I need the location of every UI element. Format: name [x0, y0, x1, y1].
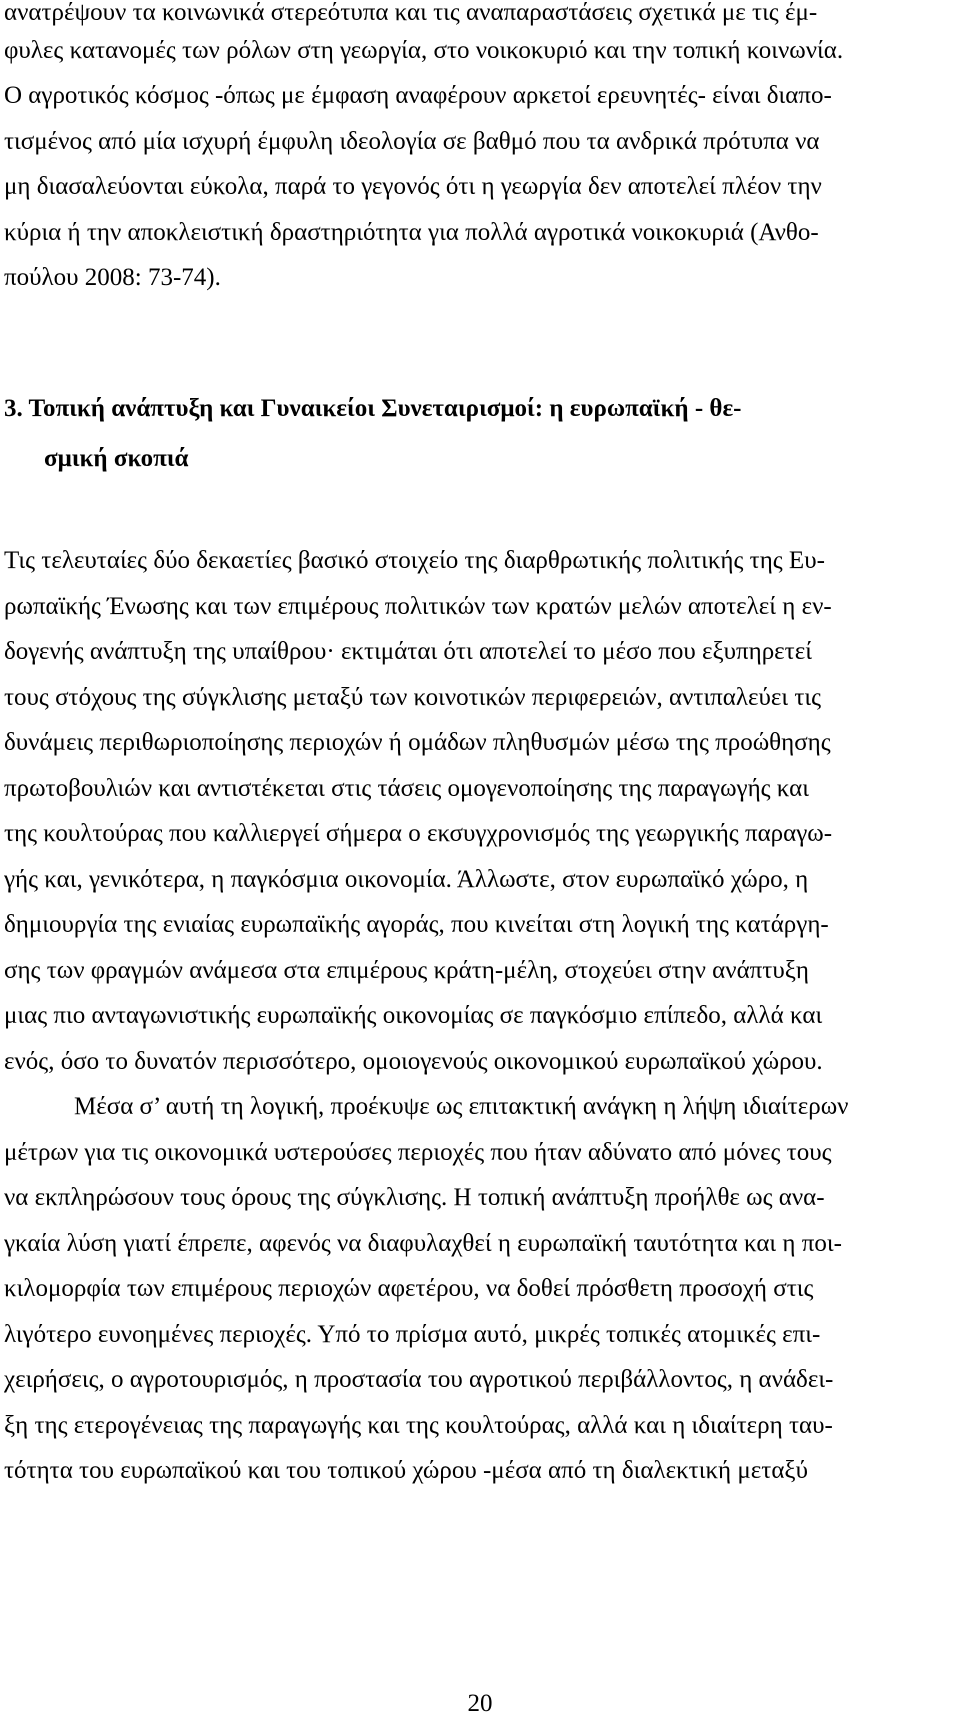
- paragraph-top-line: φυλες κατανομές των ρόλων στη γεωργία, στο νοικοκυριό και την τοπική κοινωνία.: [4, 37, 844, 64]
- paragraph-1-line: δημιουργία της ενιαίας ευρωπαϊκής αγοράς, που κινείται στη λογική της κατάργη-: [4, 911, 829, 938]
- paragraph-top-line: ανατρέψουν τα κοινωνικά στερεότυπα και τις αναπαραστάσεις σχετικά με τις έμ-: [4, 0, 818, 26]
- paragraph-top-line: κύρια ή την αποκλειστική δραστηριότητα για πολλά αγροτικά νοικοκυριά (Ανθο-: [4, 219, 819, 246]
- paragraph-1-line: ενός, όσο το δυνατόν περισσότερο, ομοιογενούς οικονομικού ευρωπαϊκού χώρου.: [4, 1048, 823, 1075]
- paragraph-2-line: Μέσα σ’ αυτή τη λογική, προέκυψε ως επιτακτική ανάγκη η λήψη ιδιαίτερων: [74, 1093, 849, 1120]
- paragraph-2-line: τότητα του ευρωπαϊκού και του τοπικού χώρου -μέσα από τη διαλεκτική μεταξύ: [4, 1457, 808, 1484]
- paragraph-1-line: δογενής ανάπτυξη της υπαίθρου· εκτιμάται ότι αποτελεί το μέσο που εξυπηρετεί: [4, 638, 812, 665]
- paragraph-2-line: ξη της ετερογένειας της παραγωγής και της κουλτούρας, αλλά και η ιδιαίτερη ταυ-: [4, 1412, 833, 1439]
- paragraph-2-line: λιγότερο ευνοημένες περιοχές. Υπό το πρίσμα αυτό, μικρές τοπικές ατομικές επι-: [4, 1321, 821, 1348]
- paragraph-1-line: Τις τελευταίες δύο δεκαετίες βασικό στοιχείο της διαρθρωτικής πολιτικής της Ευ-: [4, 547, 825, 574]
- paragraph-1-line: δυνάμεις περιθωριοποίησης περιοχών ή ομάδων πληθυσμών μέσω της προώθησης: [4, 729, 831, 756]
- paragraph-2-line: κιλομορφία των επιμέρους περιοχών αφετέρου, να δοθεί πρόσθετη προσοχή στις: [4, 1275, 814, 1302]
- paragraph-top-line: μη διασαλεύονται εύκολα, παρά το γεγονός ότι η γεωργία δεν αποτελεί πλέον την: [4, 173, 822, 200]
- paragraph-top-line: πούλου 2008: 73-74).: [4, 264, 221, 291]
- paragraph-1-line: τους στόχους της σύγκλισης μεταξύ των κοινοτικών περιφερειών, αντιπαλεύει τις: [4, 684, 822, 711]
- paragraph-2-line: μέτρων για τις οικονομικά υστερούσες περιοχές που ήταν αδύνατο από μόνες τους: [4, 1139, 832, 1166]
- page-number: 20: [467, 1690, 493, 1717]
- paragraph-top-line: τισμένος από μία ισχυρή έμφυλη ιδεολογία σε βαθμό που τα ανδρικά πρότυπα να: [4, 128, 820, 155]
- paragraph-2-line: χειρήσεις, ο αγροτουρισμός, η προστασία του αγροτικού περιβάλλοντος, η ανάδει-: [4, 1366, 834, 1393]
- paragraph-1-line: μιας πιο ανταγωνιστικής ευρωπαϊκής οικονομίας σε παγκόσμιο επίπεδο, αλλά και: [4, 1002, 823, 1029]
- paragraph-top-line: Ο αγροτικός κόσμος -όπως με έμφαση αναφέρουν αρκετοί ερευνητές- είναι διαπο-: [4, 82, 832, 109]
- paragraph-1-line: ρωπαϊκής Ένωσης και των επιμέρους πολιτικών των κρατών μελών αποτελεί η εν-: [4, 593, 832, 620]
- section-heading-line: σμική σκοπιά: [44, 445, 189, 472]
- paragraph-1-line: πρωτοβουλιών και αντιστέκεται στις τάσεις ομογενοποίησης της παραγωγής και: [4, 775, 809, 802]
- paragraph-2-line: γκαία λύση γιατί έπρεπε, αφενός να διαφυλαχθεί η ευρωπαϊκή ταυτότητα και η ποι-: [4, 1230, 842, 1257]
- paragraph-1-line: σης των φραγμών ανάμεσα στα επιμέρους κράτη-μέλη, στοχεύει στην ανάπτυξη: [4, 957, 809, 984]
- paragraph-1-line: γής και, γενικότερα, η παγκόσμια οικονομία. Άλλωστε, στον ευρωπαϊκό χώρο, η: [4, 866, 809, 893]
- paragraph-2-line: να εκπληρώσουν τους όρους της σύγκλισης. Η τοπική ανάπτυξη προήλθε ως ανα-: [4, 1184, 825, 1211]
- paragraph-1-line: της κουλτούρας που καλλιεργεί σήμερα ο εκσυγχρονισμός της γεωργικής παραγω-: [4, 820, 833, 847]
- section-heading-line: 3. Τοπική ανάπτυξη και Γυναικείοι Συνεταιρισμοί: η ευρωπαϊκή - θε-: [4, 395, 742, 422]
